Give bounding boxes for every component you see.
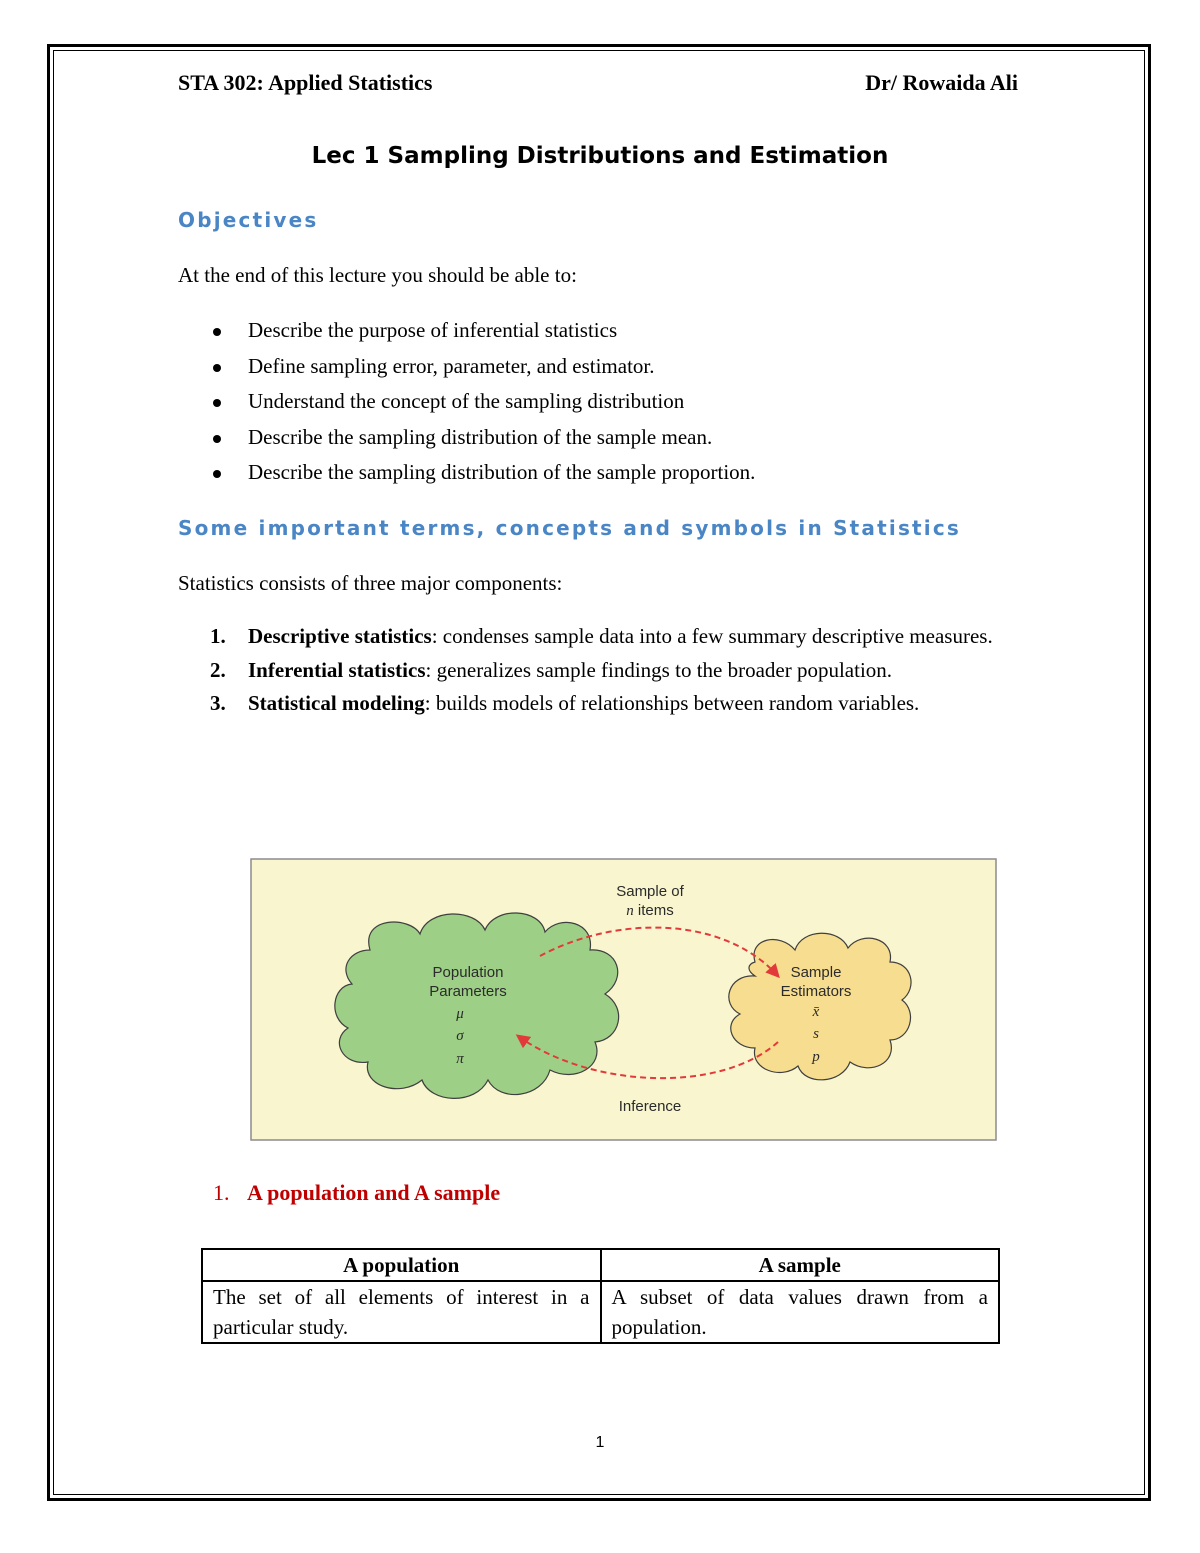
n-items-label: n items: [626, 902, 674, 919]
course-header: STA 302: Applied Statistics: [178, 70, 433, 95]
s-symbol: s: [813, 1026, 819, 1042]
bullet-dot: [213, 364, 221, 372]
objective-item: Describe the sampling distribution of the sample mean.: [178, 420, 755, 456]
table-cell: A subset of data values drawn from a population.: [601, 1281, 1000, 1343]
objectives-heading: Objectives: [178, 208, 319, 232]
component-item: 2. Inferential statistics: generalizes sample findings to the broader population.: [210, 657, 893, 682]
xbar-symbol: x̄: [812, 1004, 820, 1020]
mu-symbol: μ: [456, 1006, 464, 1022]
table-header: A population: [202, 1249, 601, 1281]
objective-item: Describe the purpose of inferential statistics: [178, 313, 755, 349]
bullet-dot: [213, 435, 221, 443]
sample-cloud: [729, 933, 911, 1080]
section-title: A population and A sample: [247, 1180, 501, 1205]
population-sample-table: [201, 1248, 1000, 1344]
terms-heading: Some important terms, concepts and symbols in Statistics: [178, 516, 962, 540]
objective-item: Describe the sampling distribution of the sample proportion.: [178, 455, 755, 491]
sample-of-label: Sample of: [616, 883, 684, 900]
table-row: [202, 1281, 999, 1343]
bullet-dot: [213, 328, 221, 336]
section-number: 1.: [213, 1180, 230, 1205]
page-number: 1: [595, 1434, 605, 1451]
estimators-label: Estimators: [780, 983, 852, 1000]
inference-label: Inference: [618, 1098, 682, 1115]
p-symbol: p: [812, 1049, 820, 1065]
objectives-intro: At the end of this lecture you should be able to:: [178, 263, 577, 287]
table-cell: The set of all elements of interest in a particular study.: [202, 1281, 601, 1343]
terms-intro: Statistics consists of three major components:: [178, 571, 563, 595]
pi-symbol: π: [456, 1051, 464, 1067]
objectives-list: [178, 313, 755, 491]
objective-item: Define sampling error, parameter, and estimator.: [178, 349, 755, 385]
objective-item: Understand the concept of the sampling distribution: [178, 384, 755, 420]
inference-diagram: [250, 858, 997, 1141]
sample-label: Sample: [790, 964, 842, 981]
components-list: [178, 620, 1023, 721]
table-header: A sample: [601, 1249, 1000, 1281]
population-label: Population: [432, 964, 504, 981]
author-header: Dr/ Rowaida Ali: [865, 70, 1018, 95]
bullet-dot: [213, 470, 221, 478]
component-item: 1. Descriptive statistics: condenses sample data into a few summary descriptive measures.: [210, 624, 993, 648]
population-cloud: [335, 913, 619, 1098]
sigma-symbol: σ: [456, 1028, 464, 1044]
bullet-dot: [213, 399, 221, 407]
page-title: Lec 1 Sampling Distributions and Estimation: [311, 143, 889, 169]
parameters-label: Parameters: [429, 983, 507, 1000]
component-item: 3. Statistical modeling: builds models of relationships between random variables.: [210, 691, 920, 715]
